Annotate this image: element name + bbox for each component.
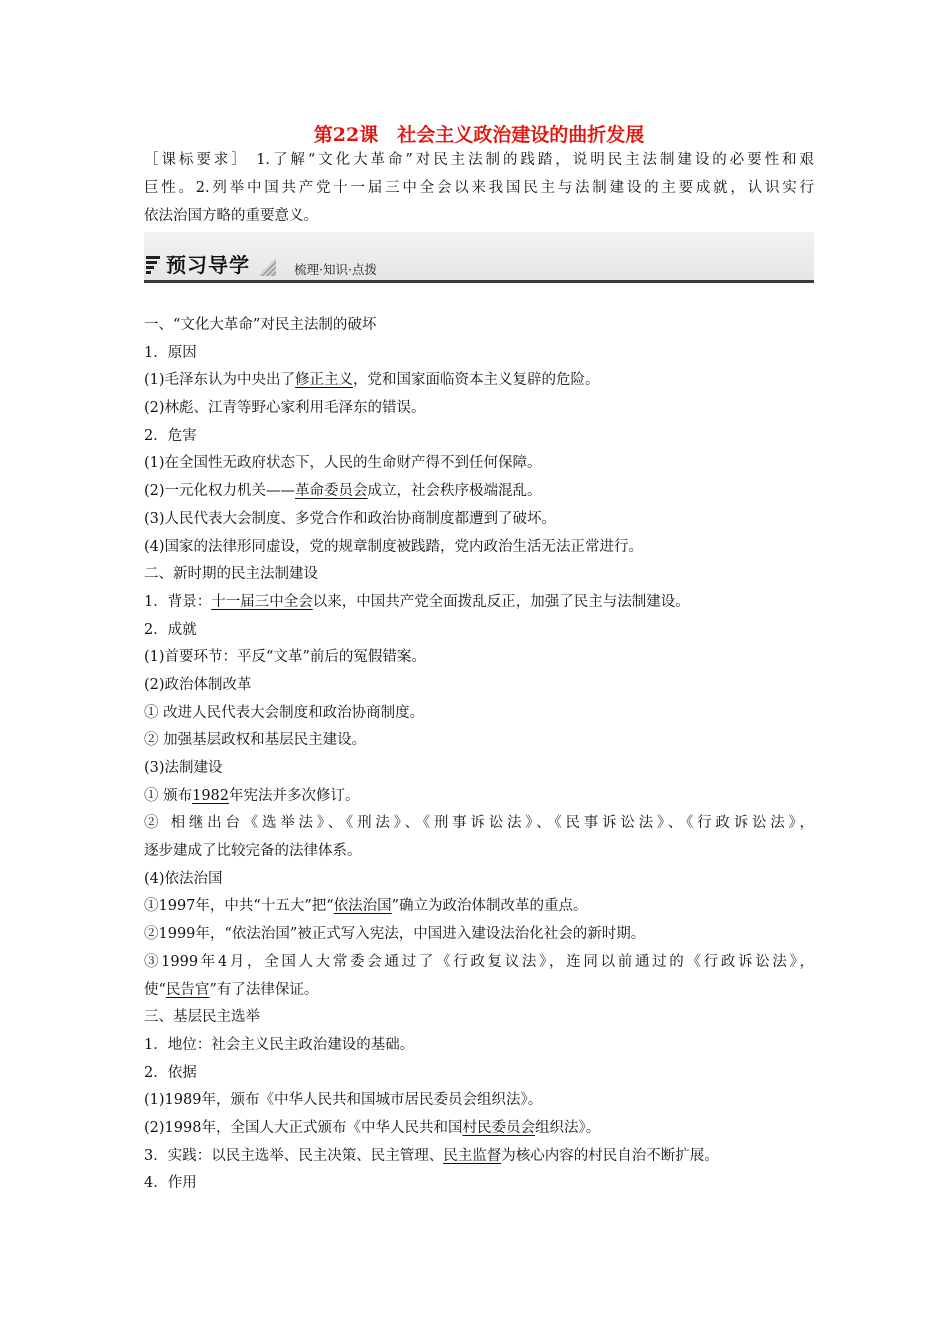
paragraph: (3)法制建设 [144, 760, 223, 776]
paragraph: (2)林彪、江青等野心家利用毛泽东的错误。 [144, 400, 426, 417]
stripes-icon [146, 256, 160, 274]
paragraph: 1．地位：社会主义民主政治建设的基础。 [144, 1036, 415, 1053]
paragraph: 逐步建成了比较完备的法律体系。 [144, 843, 362, 860]
requirements-line: 巨性。2.列举中国共产党十一届三中全会以来我国民主与法制建设的主要成就，认识实行 [144, 180, 814, 196]
subheading: 2．依据 [144, 1064, 197, 1081]
requirements-line: ［课标要求］ 1.了解“文化大革命”对民主法制的践踏，说明民主法制建设的必要性和艰 [144, 152, 814, 168]
key-term: 革命委员会 [295, 483, 368, 500]
key-term: 民主监督 [443, 1147, 502, 1164]
paragraph: 使“民告官”有了法律保证。 [144, 981, 319, 998]
paragraph: ② 相继出台《选举法》、《刑法》、《刑事诉讼法》、《民事诉讼法》、《行政诉讼法》， [144, 815, 814, 832]
paragraph: (1)毛泽东认为中央出了修正主义，党和国家面临资本主义复辟的危险。 [144, 372, 600, 389]
paragraph: ③1999年4月，全国人大常委会通过了《行政复议法》，连同以前通过的《行政诉讼法》， [144, 953, 814, 970]
lesson-title: 第22课 社会主义政治建设的曲折发展 [313, 124, 645, 146]
key-term: 民告官 [165, 981, 210, 998]
paragraph: ①1997年，中共“十五大”把“依法治国”确立为政治体制改革的重点。 [144, 898, 588, 915]
content-body [144, 312, 814, 1198]
paragraph: (1)在全国性无政府状态下，人民的生命财产得不到任何保障。 [144, 455, 542, 472]
subheading: 4．作用 [144, 1175, 197, 1192]
section-heading: 一、“文化大革命”对民主法制的破坏 [144, 317, 377, 333]
paragraph: (2)一元化权力机关——革命委员会成立，社会秩序极端混乱。 [144, 483, 542, 500]
banner-subtitle: 梳理·知识·点拨 [294, 262, 377, 277]
paragraph: 1．背景：十一届三中全会以来，中国共产党全面拨乱反正，加强了民主与法制建设。 [144, 593, 690, 610]
subheading: 1．原因 [144, 344, 197, 361]
banner-rule [144, 280, 814, 283]
paragraph: ① 改进人民代表大会制度和政治协商制度。 [144, 704, 425, 721]
key-term: 依法治国 [333, 898, 392, 915]
paragraph: ②1999年，“依法治国”被正式写入宪法，中国进入建设法治化社会的新时期。 [144, 926, 646, 943]
section-heading: 二、新时期的民主法制建设 [144, 566, 318, 583]
section-banner [144, 232, 814, 284]
paragraph: ② 加强基层政权和基层民主建设。 [144, 732, 367, 749]
curriculum-requirements [144, 146, 814, 230]
paragraph: (4)依法治国 [144, 870, 223, 887]
paragraph: (1)1989年，颁布《中华人民共和国城市居民委员会组织法》。 [144, 1092, 543, 1109]
paragraph: (1)首要环节：平反“文革”前后的冤假错案。 [144, 649, 426, 666]
paragraph: 3．实践：以民主选举、民主决策、民主管理、民主监督为核心内容的村民自治不断扩展。 [144, 1147, 719, 1164]
paragraph: (2)政治体制改革 [144, 676, 252, 693]
key-term: 十一届三中全会 [211, 593, 313, 610]
key-term: 修正主义 [295, 372, 354, 389]
requirements-line: 依法治国方略的重要意义。 [144, 208, 318, 224]
subheading: 2．成就 [144, 621, 197, 638]
paragraph: (4)国家的法律形同虚设，党的规章制度被践踏，党内政治生活无法正常进行。 [144, 538, 644, 555]
paragraph: (3)人民代表大会制度、多党合作和政治协商制度都遭到了破坏。 [144, 510, 557, 527]
key-term: 村民委员会 [462, 1119, 535, 1136]
subheading: 2．危害 [144, 427, 197, 444]
key-term: 1982 [192, 787, 230, 804]
corner-triangle-icon [258, 258, 276, 276]
banner-heading: 预习导学 [166, 253, 250, 277]
section-heading: 三、基层民主选举 [144, 1009, 260, 1026]
paragraph: ① 颁布1982年宪法并多次修订。 [144, 787, 360, 804]
paragraph: (2)1998年，全国人大正式颁布《中华人民共和国村民委员会组织法》。 [144, 1119, 601, 1136]
